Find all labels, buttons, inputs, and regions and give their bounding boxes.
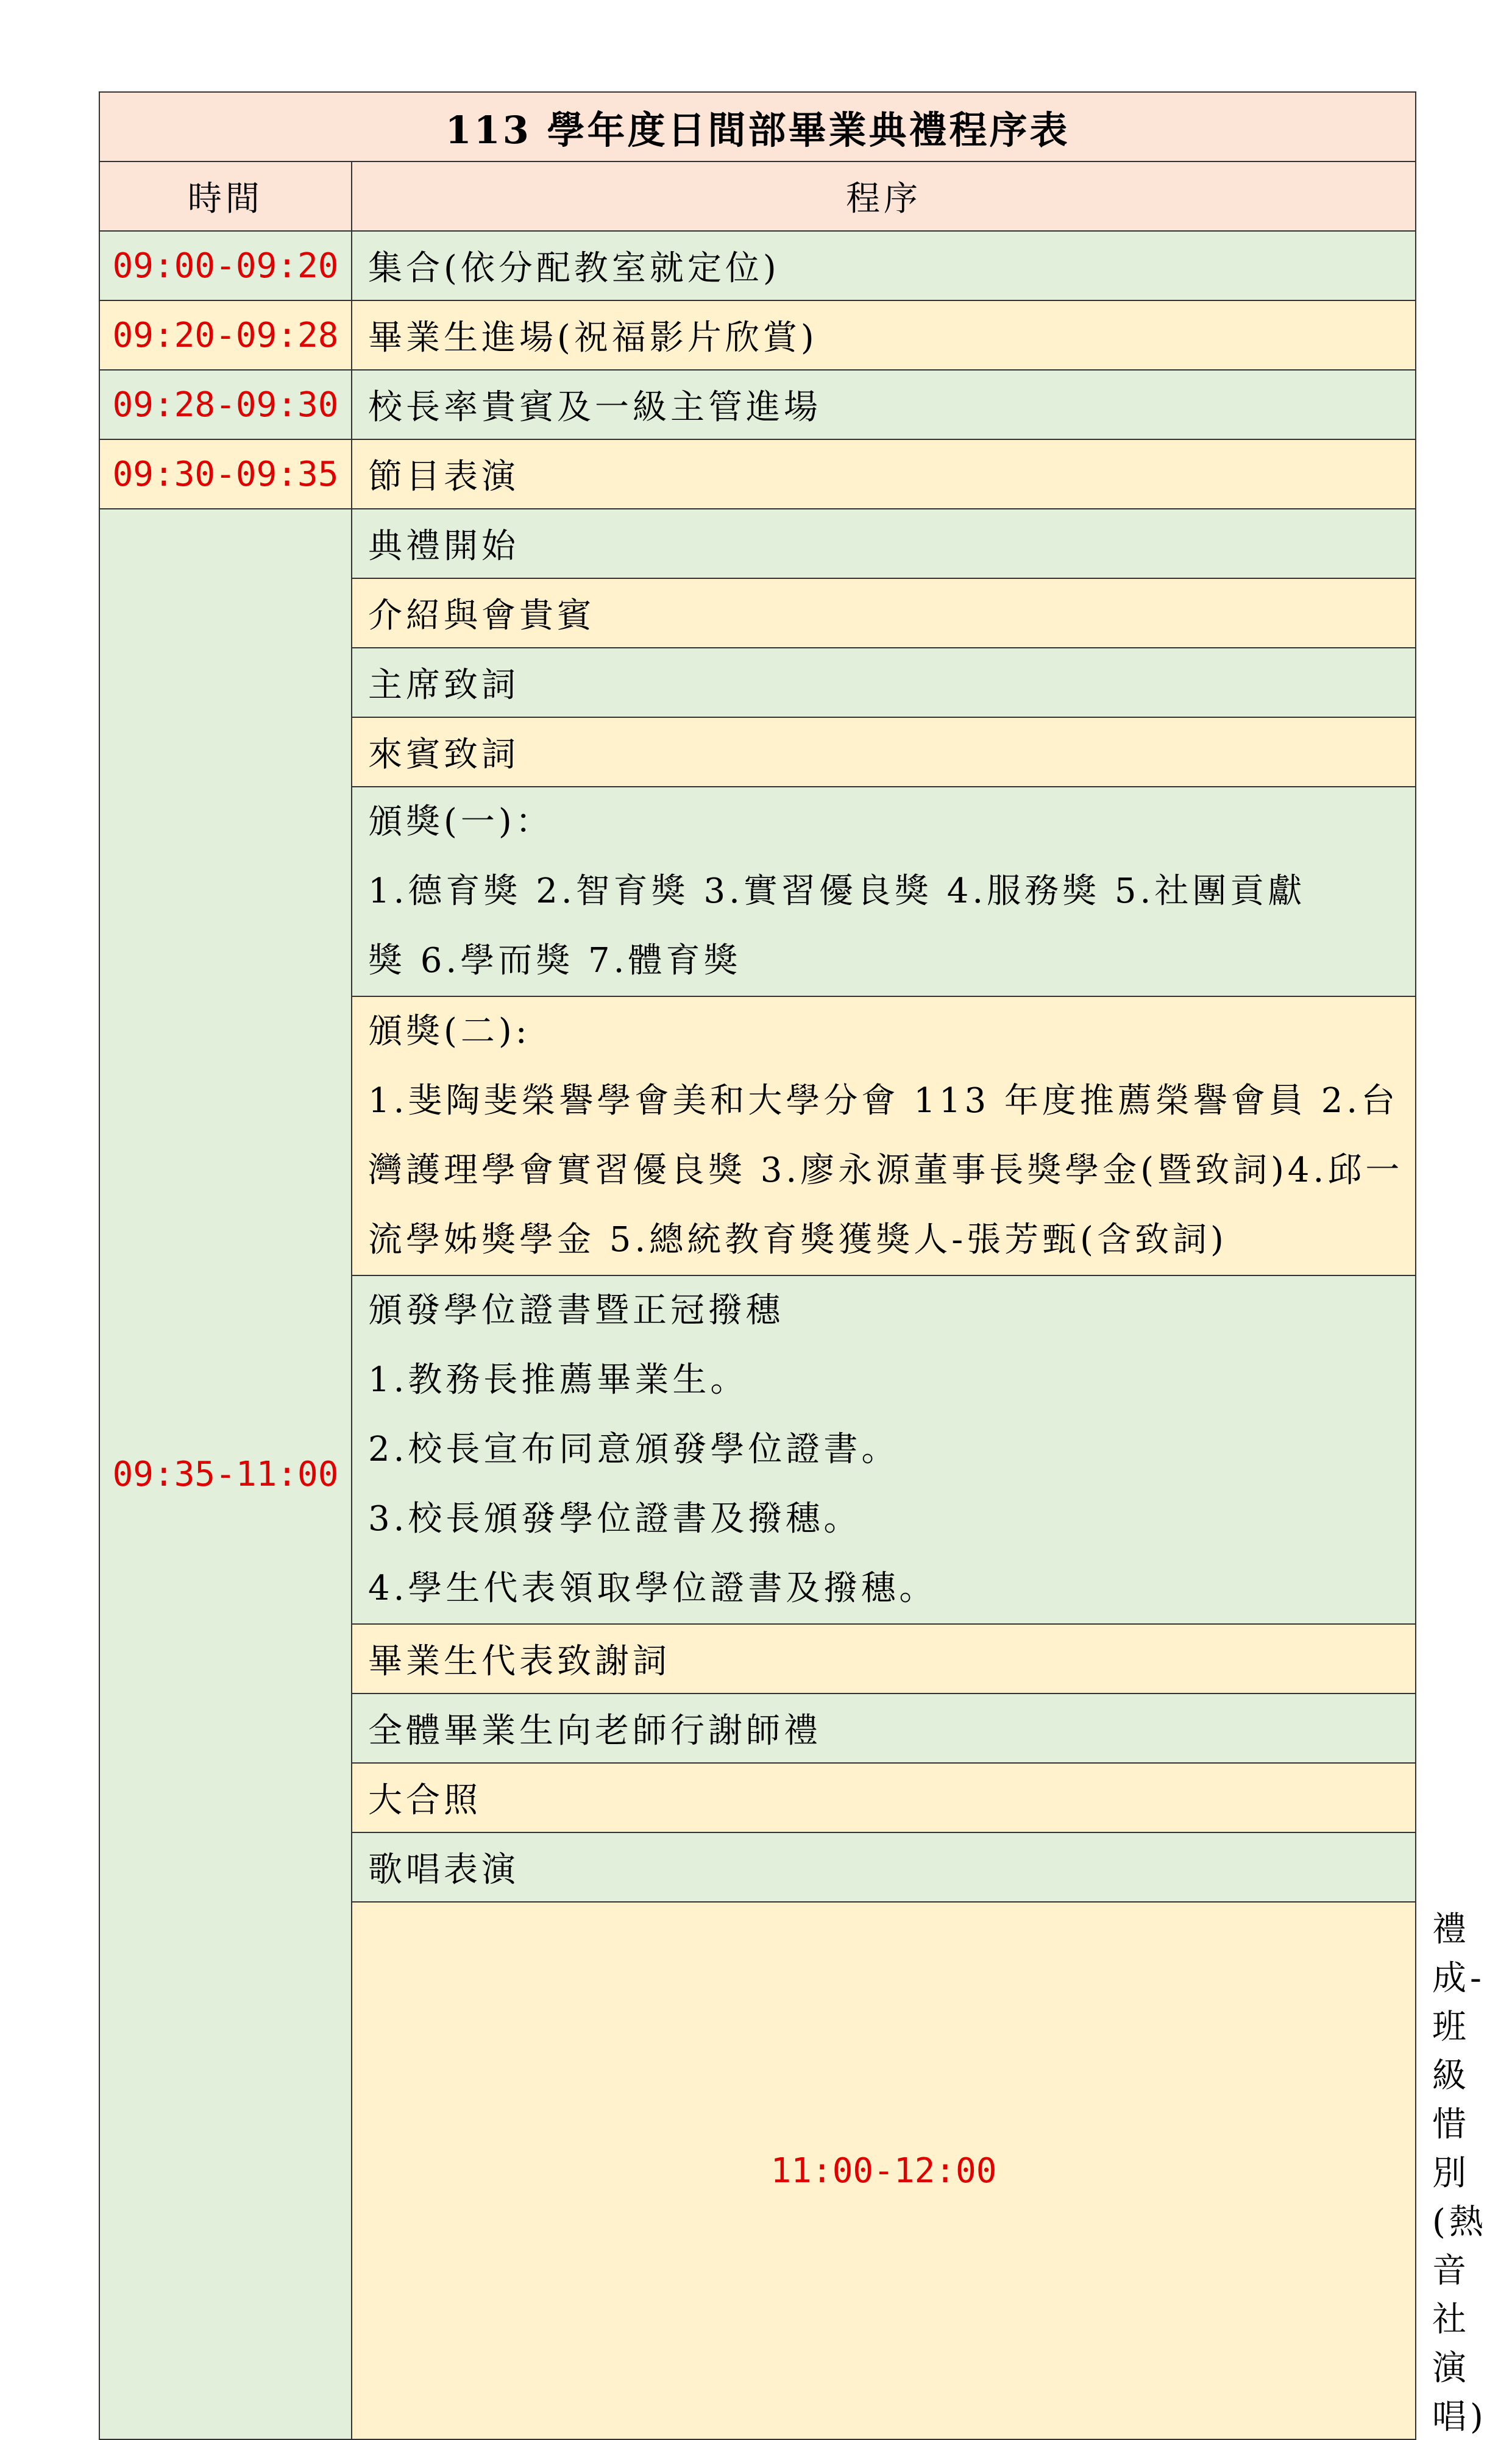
time-cell: 09:28-09:30 [99, 370, 352, 439]
procedure-cell: 畢業生代表致謝詞 [352, 1624, 1416, 1693]
page-title: 113 學年度日間部畢業典禮程序表 [99, 92, 1416, 161]
award-one-title: 頒獎(一)： [368, 802, 553, 842]
time-cell: 09:30-09:35 [99, 439, 352, 509]
header-row [99, 161, 1416, 231]
table-row [99, 300, 1416, 370]
degree-step: 2.校長宣布同意頒發學位證書。 [368, 1430, 900, 1469]
award-one-line: 獎 6.學而獎 7.體育獎 [368, 941, 742, 981]
procedure-cell: 典禮開始 [352, 509, 1416, 578]
degree-cell [352, 1275, 1416, 1624]
award-two-body: 1.斐陶斐榮譽學會美和大學分會 113 年度推薦榮譽會員 2.台灣護理學會實習優良獎 3.廖永源董事長獎學金(暨致詞)4.邱一流學姊獎學金 5.總統教育獎獲獎人-張芳甄(含致詞) [368, 1081, 1404, 1260]
procedure-cell: 校長率貴賓及一級主管進場 [352, 370, 1416, 439]
award-two-cell [352, 996, 1416, 1275]
procedure-cell: 歌唱表演 [352, 1832, 1416, 1902]
degree-step: 4.學生代表領取學位證書及撥穗。 [368, 1569, 937, 1608]
degree-title: 頒發學位證書暨正冠撥穗 [368, 1291, 784, 1330]
award-two-title: 頒獎(二): [368, 1012, 531, 1051]
table-row [99, 370, 1416, 439]
procedure-cell: 來賓致詞 [352, 717, 1416, 787]
procedure-cell: 主席致詞 [352, 648, 1416, 717]
header-procedure: 程序 [352, 161, 1416, 231]
procedure-cell: 畢業生進場(祝福影片欣賞) [352, 300, 1416, 370]
title-row [99, 92, 1416, 161]
header-time: 時間 [99, 161, 352, 231]
degree-step: 3.校長頒發學位證書及撥穗。 [368, 1499, 862, 1539]
ceremony-time-cell: 09:35-11:00 [99, 509, 352, 2439]
table-row [99, 231, 1416, 300]
table-row [99, 439, 1416, 509]
procedure-cell: 介紹與會貴賓 [352, 578, 1416, 648]
program-sheet [99, 91, 1487, 2440]
procedure-cell: 全體畢業生向老師行謝師禮 [352, 1693, 1416, 1763]
procedure-cell: 大合照 [352, 1763, 1416, 1832]
time-cell: 09:20-09:28 [99, 300, 352, 370]
procedure-cell: 集合(依分配教室就定位) [352, 231, 1416, 300]
time-cell: 11:00-12:00 [352, 1902, 1416, 2439]
table-row [99, 509, 1416, 578]
award-one-line: 1.德育獎 2.智育獎 3.實習優良獎 4.服務獎 5.社團貢獻 [368, 871, 1306, 911]
time-cell: 09:00-09:20 [99, 231, 352, 300]
award-one-cell [352, 787, 1416, 996]
table-row: 11:00-12:00 禮成-班級惜別(熱音社演唱) [99, 1902, 1416, 2439]
degree-step: 1.教務長推薦畢業生。 [368, 1360, 748, 1400]
procedure-cell: 節目表演 [352, 439, 1416, 509]
program-table [99, 91, 1487, 2440]
